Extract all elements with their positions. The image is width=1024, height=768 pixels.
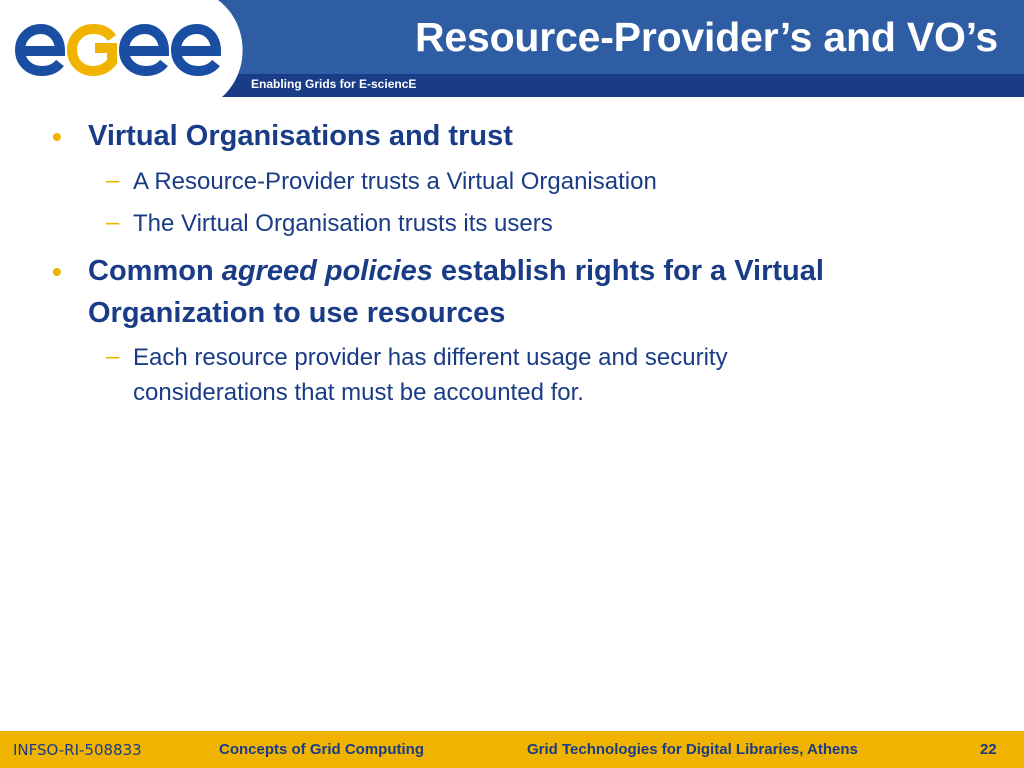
bullet-text <box>88 251 824 291</box>
subbullet-text: Each resource provider has different usage and security <box>133 344 728 371</box>
footer-event: Grid Technologies for Digital Libraries, Athens <box>527 741 858 758</box>
subbullet-text: The Virtual Organisation trusts its users <box>133 210 553 237</box>
egee-logo-icon <box>0 0 250 97</box>
dash-icon: – <box>106 343 120 370</box>
slide-footer <box>0 731 1024 768</box>
bullet-text-emphasis: agreed policies <box>221 255 433 287</box>
slide-title: Resource-Provider’s and VO’s <box>414 14 998 60</box>
header-tagline: Enabling Grids for E-sciencE <box>251 77 417 91</box>
subbullet-text-line2: considerations that must be accounted for. <box>133 379 584 406</box>
subbullet-text: A Resource-Provider trusts a Virtual Organisation <box>133 168 657 195</box>
footer-course: Concepts of Grid Computing <box>219 741 424 758</box>
dash-icon: – <box>106 167 120 194</box>
bullet-text-end: establish rights for a Virtual <box>432 255 824 287</box>
page-number: 22 <box>980 741 997 758</box>
bullet-icon: • <box>52 121 62 152</box>
slide-header <box>0 0 1024 97</box>
bullet-text-line2: Organization to use resources <box>88 297 506 329</box>
footer-project-id: INFSO-RI-508833 <box>13 741 142 759</box>
bullet-text: Virtual Organisations and trust <box>88 120 513 152</box>
bullet-text-start: Common <box>88 255 222 287</box>
bullet-icon: • <box>52 256 62 287</box>
dash-icon: – <box>106 209 120 236</box>
